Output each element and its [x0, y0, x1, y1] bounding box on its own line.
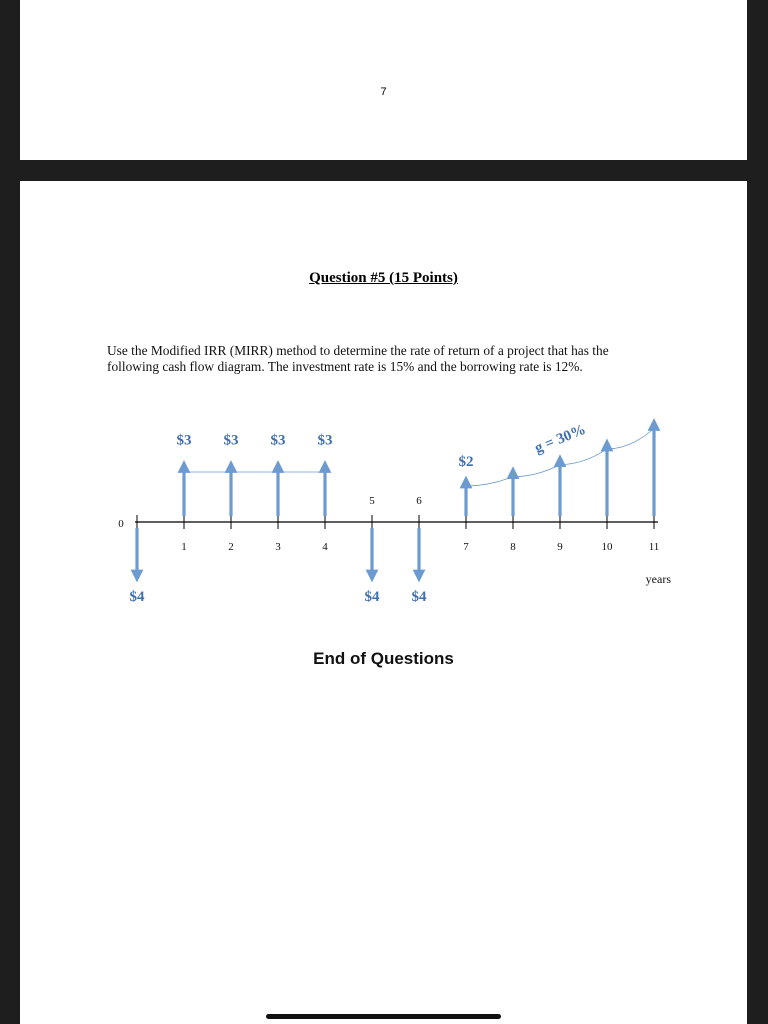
current-page: [20, 181, 747, 1024]
cash-inflow-label-1: $3: [176, 432, 192, 449]
cash-flow-diagram: [20, 181, 747, 1024]
period-label-4: 4: [322, 541, 328, 553]
cash-inflow-label-4: $3: [317, 432, 333, 449]
question-title: Question #5 (15 Points): [309, 270, 458, 286]
period-label-5: 5: [369, 495, 375, 507]
units-label: years: [645, 572, 671, 586]
period-label-0: 0: [118, 518, 124, 530]
previous-page: [20, 0, 747, 160]
period-label-1: 1: [181, 541, 187, 553]
cash-inflow-label-3: $3: [270, 432, 286, 449]
period-label-8: 8: [510, 541, 516, 553]
period-label-2: 2: [228, 541, 234, 553]
cash-outflow-label-6: $4: [411, 589, 427, 605]
question-line-1: Use the Modified IRR (MIRR) method to determine the rate of return of a project that has the: [107, 343, 609, 358]
period-label-3: 3: [275, 541, 281, 553]
period-label-6: 6: [416, 495, 422, 507]
page-number: 7: [380, 86, 387, 98]
growth-rate-label: g = 30%: [532, 421, 589, 457]
period-label-9: 9: [557, 541, 563, 553]
question-line-2: following cash flow diagram. The investment rate is 15% and the borrowing rate is 12%.: [107, 359, 583, 374]
period-label-11: 11: [648, 541, 660, 553]
cash-outflow-label-0: $4: [129, 589, 145, 605]
period-label-10: 10: [601, 541, 613, 553]
home-indicator[interactable]: [266, 1014, 501, 1019]
cash-outflow-label-5: $4: [364, 589, 380, 605]
cash-inflow-label-2: $3: [223, 432, 239, 449]
cash-inflow-label-7: $2: [458, 454, 474, 470]
end-of-questions: End of Questions: [313, 649, 454, 668]
period-label-7: 7: [463, 541, 469, 553]
